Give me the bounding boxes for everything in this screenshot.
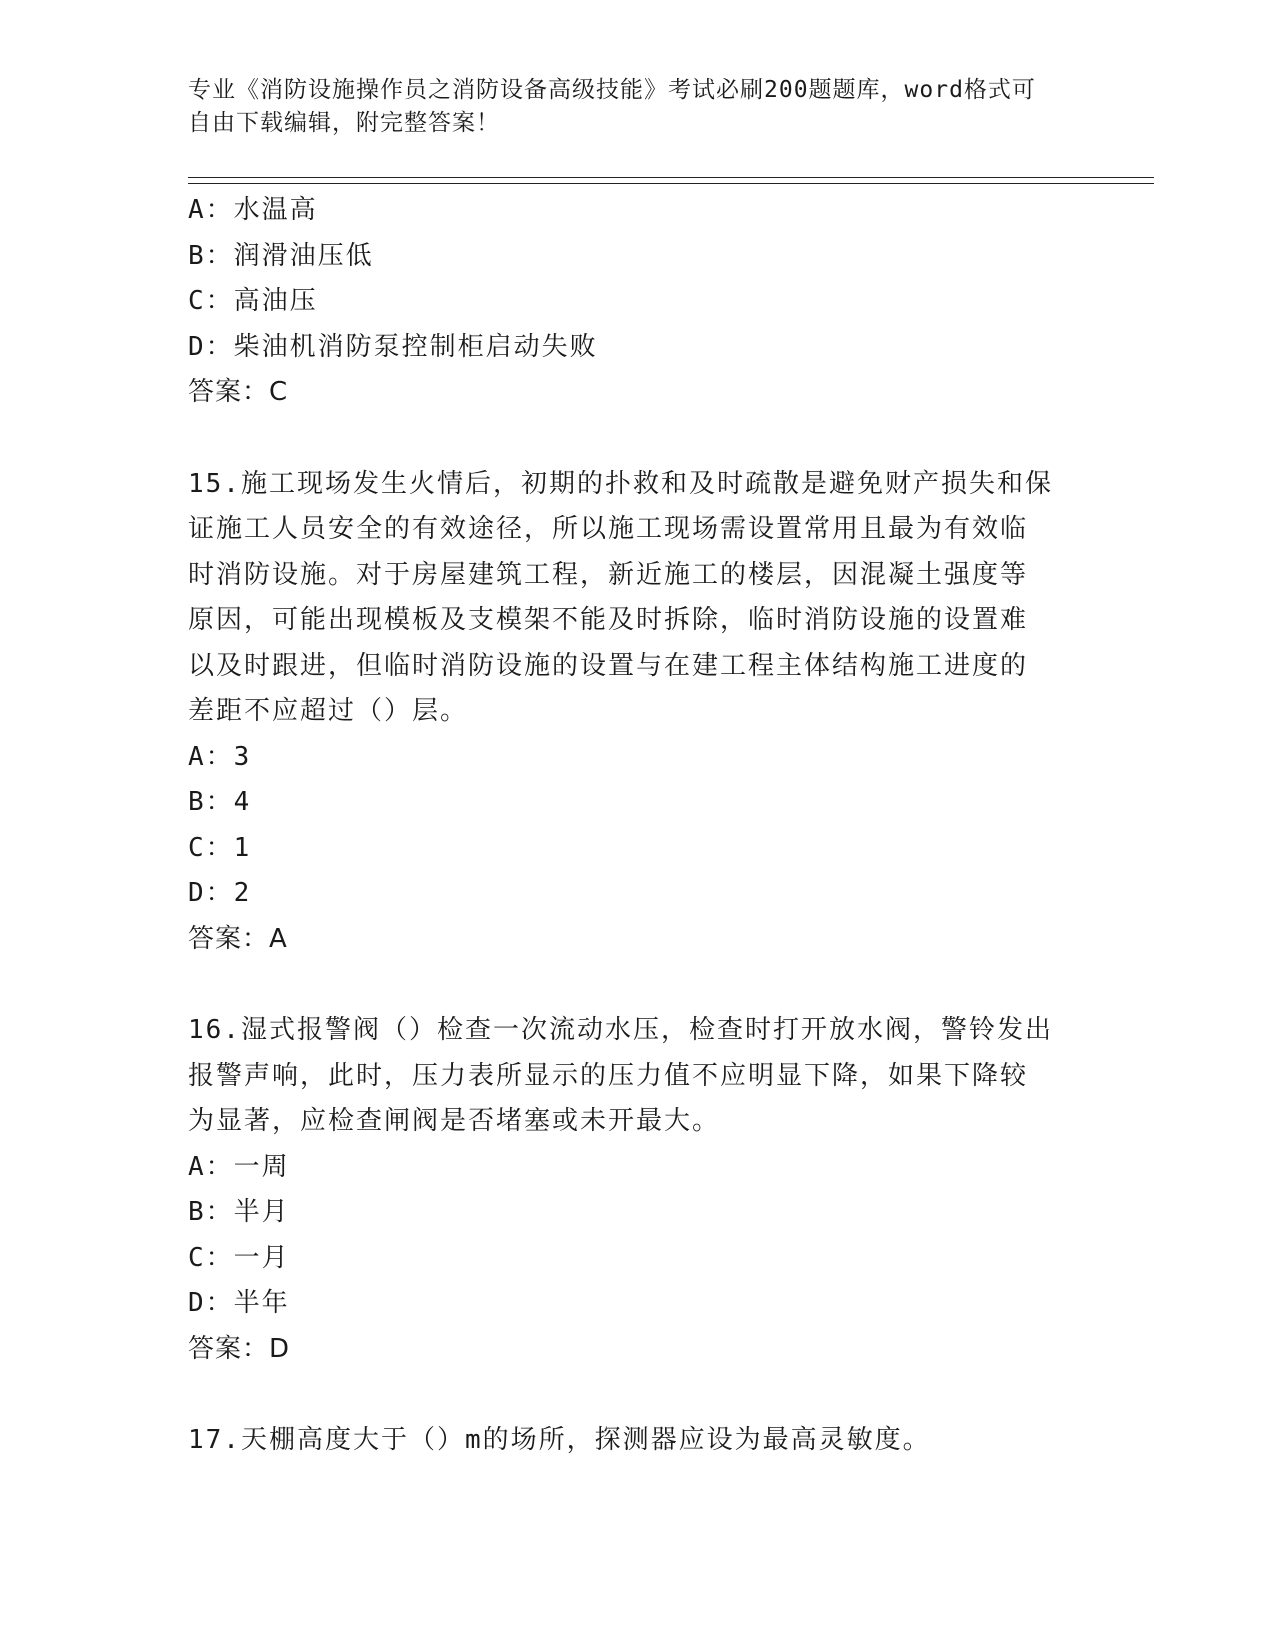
- option-d: D：半年: [188, 1288, 290, 1318]
- header-line-1: 专业《消防设施操作员之消防设备高级技能》考试必刷200题题库，word格式可: [188, 77, 1036, 103]
- answer: 答案：D: [188, 1333, 291, 1364]
- header-line-2: 自由下载编辑，附完整答案！: [188, 110, 500, 136]
- stem-line: 16.湿式报警阀（）检查一次流动水压，检查时打开放水阀，警铃发出: [188, 1015, 1053, 1045]
- answer: 答案：A: [188, 923, 288, 954]
- option-c: C：高油压: [188, 286, 318, 316]
- stem-line: 证施工人员安全的有效途径，所以施工现场需设置常用且最为有效临: [188, 514, 1029, 544]
- option-b: B：4: [188, 787, 252, 817]
- stem-line: 报警声响，此时，压力表所显示的压力值不应明显下降，如果下降较: [188, 1060, 1029, 1091]
- document-header: [188, 74, 1068, 140]
- spacer: [188, 962, 1088, 1008]
- stem-line: 时消防设施。对于房屋建筑工程，新近施工的楼层，因混凝土强度等: [188, 559, 1029, 590]
- question-17: [188, 1418, 1088, 1464]
- spacer: [188, 1372, 1088, 1418]
- header-rule-bottom: [188, 183, 1154, 184]
- header-rule-top: [188, 177, 1154, 178]
- stem-line: 17.天棚高度大于（）m的场所，探测器应设为最高灵敏度。: [188, 1425, 931, 1455]
- stem-line: 为显著，应检查闸阀是否堵塞或未开最大。: [188, 1106, 721, 1136]
- question-stem: [188, 462, 1088, 735]
- stem-line: 原因，可能出现模板及支模架不能及时拆除，临时消防设施的设置难: [188, 605, 1029, 635]
- option-c: C：1: [188, 832, 252, 863]
- option-a: A：一周: [188, 1151, 290, 1182]
- option-b: B：润滑油压低: [188, 240, 374, 271]
- stem-line: 15.施工现场发生火情后，初期的扑救和及时疏散是避免财产损失和保: [188, 468, 1053, 499]
- option-d: D：2: [188, 878, 252, 908]
- question-16: [188, 1008, 1088, 1372]
- option-a: A：3: [188, 741, 252, 772]
- document-body: [188, 188, 1088, 1464]
- question-stem: [188, 1418, 1088, 1464]
- stem-line: 以及时跟进，但临时消防设施的设置与在建工程主体结构施工进度的: [188, 650, 1029, 681]
- option-c: C：一月: [188, 1242, 290, 1273]
- question-15: [188, 462, 1088, 963]
- option-d: D：柴油机消防泵控制柜启动失败: [188, 331, 598, 362]
- option-a: A：水温高: [188, 195, 318, 225]
- answer: 答案：C: [188, 377, 289, 407]
- option-b: B：半月: [188, 1197, 290, 1227]
- spacer: [188, 416, 1088, 462]
- stem-line: 差距不应超过（）层。: [188, 696, 469, 726]
- question-14: [188, 188, 1088, 416]
- question-stem: [188, 1008, 1088, 1145]
